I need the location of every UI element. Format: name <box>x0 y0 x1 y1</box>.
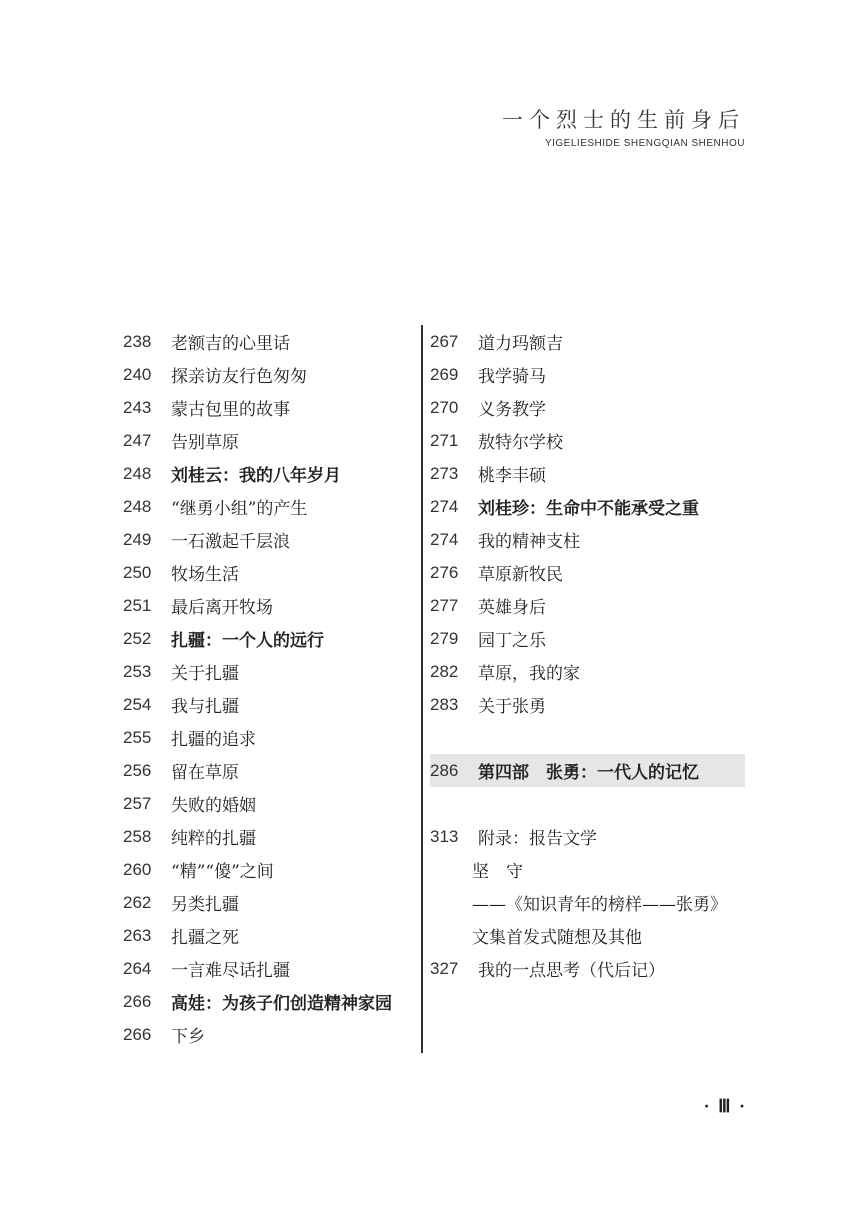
toc-entry <box>123 787 418 820</box>
toc-entry-title: “精”“傻”之间 <box>171 862 274 882</box>
toc-appendix-line: ——《知识青年的榜样——张勇》 <box>472 895 727 915</box>
toc-entry <box>123 952 418 985</box>
toc-entry <box>123 985 418 1018</box>
toc-section-title: 扎疆：一个人的远行 <box>171 631 324 651</box>
toc-entry <box>123 556 418 589</box>
toc-page-number: 277 <box>430 595 459 615</box>
toc-page-number: 274 <box>430 496 459 516</box>
toc-entry-title: 道力玛额吉 <box>478 334 563 354</box>
toc-entry <box>430 622 750 655</box>
toc-entry-title: “继勇小组”的产生 <box>171 499 308 519</box>
toc-entry-title: 草原，我的家 <box>478 664 580 684</box>
toc-entry-title: 下乡 <box>171 1027 205 1047</box>
running-header <box>502 104 745 149</box>
toc-entry <box>430 391 750 424</box>
toc-left-column <box>123 325 418 1051</box>
toc-page-number: 264 <box>123 958 152 978</box>
toc-entry-title: 草原新牧民 <box>478 565 563 585</box>
toc-page-number: 254 <box>123 694 152 714</box>
toc-entry-title: 一言难尽话扎疆 <box>171 961 290 981</box>
toc-entry <box>123 589 418 622</box>
toc-page-number: 266 <box>123 991 152 1011</box>
toc-page-number: 327 <box>430 958 459 978</box>
toc-entry-title: 老额吉的心里话 <box>171 334 290 354</box>
toc-page-number: 248 <box>123 496 152 516</box>
toc-entry <box>123 919 418 952</box>
toc-part-heading <box>430 754 745 787</box>
toc-page-number: 255 <box>123 727 152 747</box>
toc-page-number: 286 <box>430 760 459 780</box>
toc-page-number: 271 <box>430 430 459 450</box>
toc-entry <box>123 424 418 457</box>
toc-section-title: 刘桂云：我的八年岁月 <box>171 466 341 486</box>
toc-entry-title: 纯粹的扎疆 <box>171 829 256 849</box>
toc-entry-title: 探亲访友行色匆匆 <box>171 367 307 387</box>
toc-entry <box>123 325 418 358</box>
toc-page-number: 313 <box>430 826 459 846</box>
toc-entry-title: 扎疆的追求 <box>171 730 256 750</box>
toc-page-number: 260 <box>123 859 152 879</box>
toc-entry <box>430 523 750 556</box>
toc-page-number: 263 <box>123 925 152 945</box>
toc-entry-title: 留在草原 <box>171 763 239 783</box>
toc-entry <box>123 1018 418 1051</box>
toc-page-number: 238 <box>123 331 152 351</box>
toc-entry-title: 我与扎疆 <box>171 697 239 717</box>
toc-entry <box>430 556 750 589</box>
toc-section-title: 高娃：为孩子们创造精神家园 <box>171 994 392 1014</box>
toc-page-number: 253 <box>123 661 152 681</box>
toc-page-number: 251 <box>123 595 152 615</box>
toc-entry-title: 另类扎疆 <box>171 895 239 915</box>
toc-appendix <box>430 820 750 853</box>
toc-entry <box>123 358 418 391</box>
toc-entry <box>123 457 418 490</box>
toc-page-number: 279 <box>430 628 459 648</box>
toc-entry-title: 一石激起千层浪 <box>171 532 290 552</box>
toc-page-number: 267 <box>430 331 459 351</box>
toc-entry <box>123 853 418 886</box>
toc-page-number: 250 <box>123 562 152 582</box>
toc-entry <box>430 424 750 457</box>
toc-page-number: 269 <box>430 364 459 384</box>
column-divider <box>421 325 423 1053</box>
toc-page-number: 240 <box>123 364 152 384</box>
toc-entry <box>123 688 418 721</box>
toc-afterword <box>430 952 750 985</box>
toc-entry-title: 蒙古包里的故事 <box>171 400 290 420</box>
toc-entry <box>123 820 418 853</box>
toc-page-number: 270 <box>430 397 459 417</box>
toc-page-number: 274 <box>430 529 459 549</box>
toc-entry-title: 告别草原 <box>171 433 239 453</box>
page-number: · Ⅲ · <box>703 1096 747 1116</box>
toc-entry <box>123 886 418 919</box>
toc-page-number: 247 <box>123 430 152 450</box>
toc-entry <box>430 589 750 622</box>
toc-page-number: 256 <box>123 760 152 780</box>
toc-entry-title: 附录：报告文学 <box>478 829 597 849</box>
toc-entry <box>430 457 750 490</box>
toc-section-title: 刘桂珍：生命中不能承受之重 <box>478 499 699 519</box>
toc-entry <box>123 721 418 754</box>
toc-entry <box>430 490 750 523</box>
toc-entry-title: 我的精神支柱 <box>478 532 580 552</box>
toc-page-number: 266 <box>123 1024 152 1044</box>
toc-appendix-line: 坚 守 <box>472 862 523 882</box>
toc-entry <box>430 688 750 721</box>
toc-entry-title: 桃李丰硕 <box>478 466 546 486</box>
toc-page-number: 252 <box>123 628 152 648</box>
toc-entry <box>430 325 750 358</box>
toc-entry <box>123 754 418 787</box>
toc-page-number: 249 <box>123 529 152 549</box>
toc-entry-title: 失败的婚姻 <box>171 796 256 816</box>
toc-entry-title: 英雄身后 <box>478 598 546 618</box>
toc-entry-title: 义务教学 <box>478 400 546 420</box>
toc-entry-title: 扎疆之死 <box>171 928 239 948</box>
toc-entry-title: 园丁之乐 <box>478 631 546 651</box>
toc-page-number: 273 <box>430 463 459 483</box>
toc-entry <box>123 490 418 523</box>
toc-entry-title: 最后离开牧场 <box>171 598 273 618</box>
toc-right-column <box>430 325 750 985</box>
toc-page-number: 258 <box>123 826 152 846</box>
toc-page-number: 282 <box>430 661 459 681</box>
toc-page-number: 276 <box>430 562 459 582</box>
toc-page-number: 283 <box>430 694 459 714</box>
toc-page-number: 262 <box>123 892 152 912</box>
toc-entry <box>123 655 418 688</box>
toc-page-number: 243 <box>123 397 152 417</box>
toc-entry <box>123 622 418 655</box>
toc-entry-title: 关于扎疆 <box>171 664 239 684</box>
toc-entry-title: 牧场生活 <box>171 565 239 585</box>
toc-entry-title: 我学骑马 <box>478 367 546 387</box>
toc-entry <box>123 391 418 424</box>
toc-entry-title: 敖特尔学校 <box>478 433 563 453</box>
header-title: 一个烈士的生前身后 <box>502 108 745 132</box>
toc-part-title: 第四部 张勇：一代人的记忆 <box>478 763 699 783</box>
toc-entry <box>123 523 418 556</box>
toc-entry-title: 关于张勇 <box>478 697 546 717</box>
toc-appendix-line: 文集首发式随想及其他 <box>472 928 642 948</box>
toc-page-number: 257 <box>123 793 152 813</box>
toc-entry <box>430 655 750 688</box>
header-subtitle: YIGELIESHIDE SHENGQIAN SHENHOU <box>544 138 745 149</box>
toc-page-number: 248 <box>123 463 152 483</box>
toc-entry <box>430 358 750 391</box>
toc-entry-title: 我的一点思考（代后记） <box>478 961 665 981</box>
